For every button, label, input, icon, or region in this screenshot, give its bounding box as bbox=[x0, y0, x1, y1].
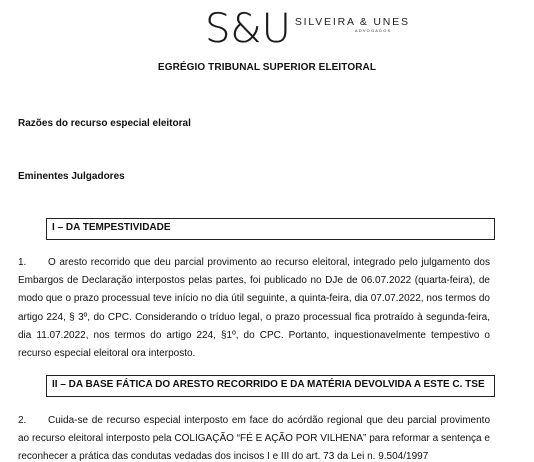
section-title-text: II – DA BASE FÁTICA DO ARESTO RECORRIDO E DA MATÉRIA DEVOLVIDA A ESTE C. TSE bbox=[52, 379, 485, 390]
heading-razoes: Razões do recurso especial eleitoral bbox=[18, 118, 191, 129]
logo-firm-subtitle: ADVOGADOS bbox=[354, 28, 392, 33]
logo-text bbox=[295, 10, 410, 34]
paragraph-2 bbox=[18, 412, 490, 462]
paragraph-number: 2. bbox=[18, 415, 27, 426]
heading-eminentes: Eminentes Julgadores bbox=[18, 171, 125, 182]
paragraph-text: O aresto recorrido que deu parcial provimento ao recurso eleitoral, integrado pelo julgamento dos Embargos de Declaração interpostos pelas partes, foi publicado no DJe de 06.07.2022 (quarta-feira), de modo que o prazo processual teve início no dia útil seguinte, a quinta-feira, dia 07.07.2022, nos termos do artigo 224, § 3º, do CPC. Considerando o tríduo legal, o prazo processual fica protraído à segunda-feira, dia 11.07.2022, nos termos do artigo 224, §1º, do CPC. Portanto, inquestionavelmente tempestivo o recurso especial eleitoral ora interposto. bbox=[18, 257, 490, 360]
logo-mark: S&U bbox=[205, 6, 291, 52]
section-title-text: I – DA TEMPESTIVIDADE bbox=[52, 222, 171, 233]
paragraph-1 bbox=[18, 254, 490, 363]
section-title-tempestividade bbox=[46, 218, 495, 240]
court-title: EGRÉGIO TRIBUNAL SUPERIOR ELEITORAL bbox=[157, 62, 377, 73]
paragraph-text: Cuida-se de recurso especial interposto em face do acórdão regional que deu parcial provimento ao recurso eleitoral interposto pela COLIGAÇÃO “FÉ E AÇÃO POR VILHENA” para reformar a sentença e reconhecer a prática das condutas vedadas dos incisos I e III do art. 73 da Lei n. 9.504/1997 bbox=[18, 415, 490, 462]
section-title-base-fatica bbox=[46, 375, 495, 397]
paragraph-number: 1. bbox=[18, 257, 27, 268]
logo-firm-name: SILVEIRA & UNES bbox=[294, 16, 410, 28]
firm-logo bbox=[205, 6, 410, 52]
